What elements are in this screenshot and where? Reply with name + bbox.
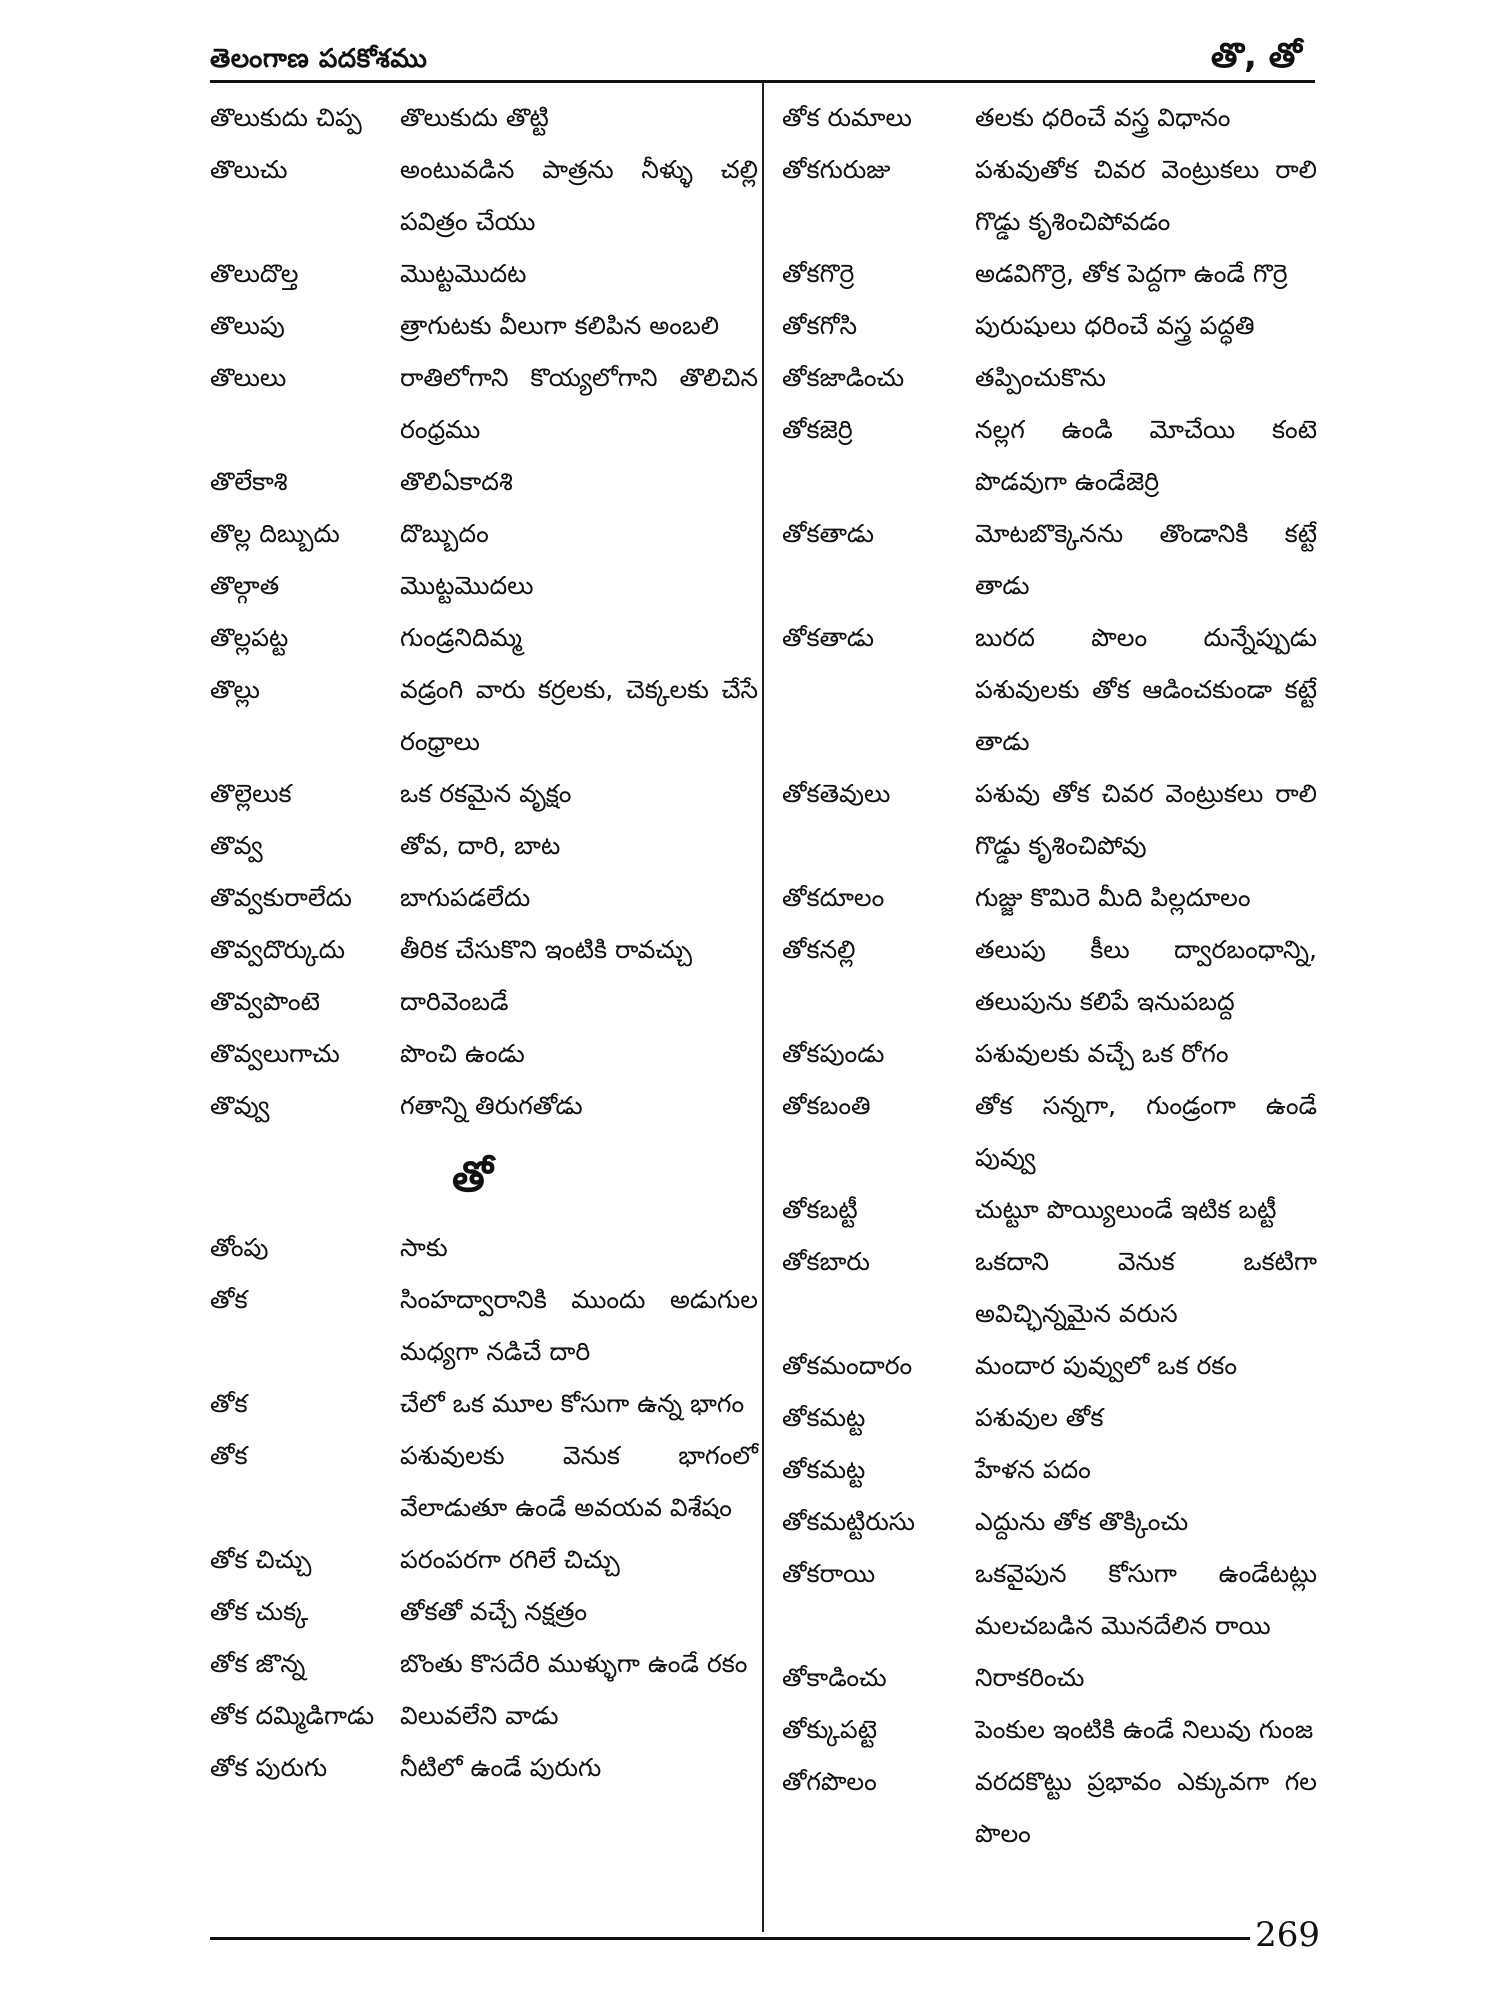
headword: తోకతెవులు [782, 779, 891, 808]
definition: ఎద్దును తోక తొక్కించు [975, 1507, 1189, 1536]
definition: పెంకుల ఇంటికి ఉండే నిలువు గుంజ [975, 1715, 1314, 1744]
headword: తోకగురుజు [782, 155, 891, 184]
dictionary-entry [782, 1080, 1317, 1184]
dictionary-entry [210, 508, 758, 560]
definition: పశువులకు వెనుక భాగంలో వేలాడుతూ ఉండే అవయవ విశేషం [400, 1441, 758, 1522]
definition: పరంపరగా రగిలే చిచ్చు [400, 1545, 620, 1574]
headword: తోక [210, 1285, 248, 1314]
headword: తొవ్వకురాలేదు [210, 883, 352, 912]
headword: తోక పురుగు [210, 1753, 328, 1782]
definition: హేళన పదం [975, 1455, 1091, 1484]
definition: తప్పించుకొను [975, 363, 1106, 392]
headword: తోకమట్ట [782, 1455, 866, 1484]
headword: తొలుపు [210, 311, 285, 340]
headword: తొవ్వలుగాచు [210, 1039, 340, 1068]
left-entries-before [210, 92, 758, 1132]
headword: తోకాడించు [782, 1663, 887, 1692]
definition: రాతిలోగాని కొయ్యలోగాని తొలిచిన రంధ్రము [400, 363, 758, 444]
headword: తోక జొన్న [210, 1649, 306, 1678]
definition: త్రాగుటకు వీలుగా కలిపిన అంబలి [400, 311, 720, 340]
page-number: 269 [1255, 1915, 1320, 1955]
definition: తొలిఏకాదశి [400, 467, 513, 496]
headword: తొవ్వు [210, 1091, 270, 1120]
dictionary-entry [210, 1080, 758, 1132]
column-divider [762, 82, 764, 1932]
dictionary-entry [782, 404, 1317, 508]
dictionary-entry [210, 1586, 758, 1638]
definition: విలువలేని వాడు [400, 1701, 559, 1730]
headword: తోకరాయి [782, 1559, 876, 1588]
definition: మొట్టమొదట [400, 259, 527, 288]
dictionary-entry [210, 1378, 758, 1430]
definition: గుజ్జు కొమిరె మీది పిల్లదూలం [975, 883, 1251, 912]
definition: సాకు [400, 1233, 448, 1262]
dictionary-entry [782, 1392, 1317, 1444]
definition: పొంచి ఉండు [400, 1039, 525, 1068]
headword: తోక్కుపట్టె [782, 1715, 878, 1744]
headword: తొవ్వపొంటె [210, 987, 320, 1016]
definition: దారివెంబడే [400, 987, 509, 1016]
dictionary-entry [782, 300, 1317, 352]
headword: తోకదూలం [782, 883, 885, 912]
headword: తోకతాడు [782, 519, 875, 548]
dictionary-entry [782, 872, 1317, 924]
headword: తోక [210, 1441, 248, 1470]
footer-rule [210, 1937, 1250, 1940]
definition: మందార పువ్వులో ఒక రకం [975, 1351, 1238, 1380]
dictionary-entry [210, 1028, 758, 1080]
definition: అంటువడిన పాత్రను నీళ్ళు చల్లి పవిత్రం చేయు [400, 155, 758, 236]
definition: అడవిగొర్రె, తోక పెద్దగా ఉండే గొర్రె [975, 259, 1288, 288]
definition: పశువు తోక చివర వెంట్రుకలు రాలి గొడ్డు కృశించిపోవు [975, 779, 1317, 860]
headword: తోకబారు [782, 1247, 870, 1276]
definition: నల్లగ ఉండి మోచేయి కంటె పొడవుగా ఉండేజెర్రి [975, 415, 1317, 496]
headword: తోంపు [210, 1233, 269, 1262]
headword: తోకతాడు [782, 623, 875, 652]
dictionary-entry [210, 1274, 758, 1378]
dictionary-entry [782, 352, 1317, 404]
dictionary-entry [782, 248, 1317, 300]
headword: తోకజెర్రి [782, 415, 853, 444]
definition: దొబ్బుదం [400, 519, 489, 548]
dictionary-entry [782, 1028, 1317, 1080]
definition: వరదకొట్టు ప్రభావం ఎక్కువగా గల పొలం [975, 1767, 1317, 1848]
dictionary-entry [782, 1236, 1317, 1340]
dictionary-entry [782, 1184, 1317, 1236]
headword: తోకబట్టీ [782, 1195, 858, 1224]
definition: తలుపు కీలు ద్వారబంధాన్ని, తలుపును కలిపే ఇనుపబద్ద [975, 935, 1317, 1016]
dictionary-entry [210, 1638, 758, 1690]
headword: తోగపొలం [782, 1767, 877, 1796]
definition: సింహద్వారానికి ముందు అడుగుల మధ్యగా నడిచే దారి [400, 1285, 758, 1366]
dictionary-entry [210, 1534, 758, 1586]
dictionary-entry [782, 92, 1317, 144]
headword: తొవ్వ [210, 831, 263, 860]
definition: తొలుకుదు తొట్టి [400, 103, 549, 132]
dictionary-entry [210, 144, 758, 248]
definition: తోక సన్నగా, గుండ్రంగా ఉండే పువ్వు [975, 1091, 1317, 1172]
definition: పశువుతోక చివర వెంట్రుకలు రాలి గొడ్డు కృశించిపోవడం [975, 155, 1317, 236]
dictionary-entry [210, 352, 758, 456]
dictionary-entry [782, 508, 1317, 612]
dictionary-entry [210, 768, 758, 820]
dictionary-entry [782, 768, 1317, 872]
dictionary-entry [210, 248, 758, 300]
definition: బురద పొలం దున్నేప్పుడు పశువులకు తోక ఆడించకుండా కట్టే తాడు [975, 623, 1317, 756]
page-letters: తొ, తో [1210, 36, 1302, 76]
dictionary-entry [782, 1340, 1317, 1392]
definition: తీరిక చేసుకొని ఇంటికి రావచ్చు [400, 935, 693, 964]
definition: తోకతో వచ్చే నక్షత్రం [400, 1597, 588, 1626]
definition: తోవ, దారి, బాట [400, 831, 561, 860]
definition: తలకు ధరించే వస్త్ర విధానం [975, 103, 1231, 132]
definition: పశువుల తోక [975, 1403, 1104, 1432]
book-title: తెలంగాణ పదకోశము [210, 44, 428, 74]
dictionary-entry [210, 92, 758, 144]
headword: తోకమట్టిరుసు [782, 1507, 916, 1536]
dictionary-entry [210, 300, 758, 352]
definition: చేలో ఒక మూల కోసుగా ఉన్న భాగం [400, 1389, 745, 1418]
left-entries-after [210, 1222, 758, 1794]
definition: నిరాకరించు [975, 1663, 1085, 1692]
left-column [210, 92, 758, 1794]
headword: తోక [210, 1389, 248, 1418]
definition: మోటబొక్కెనను తొండానికి కట్టే తాడు [975, 519, 1317, 600]
dictionary-entry [210, 1742, 758, 1794]
headword: తోక రుమాలు [782, 103, 912, 132]
dictionary-entry [210, 1690, 758, 1742]
headword: తోకనల్లి [782, 935, 856, 964]
dictionary-entry [210, 1430, 758, 1534]
definition: నీటిలో ఉండే పురుగు [400, 1753, 602, 1782]
dictionary-entry [210, 976, 758, 1028]
definition: చుట్టూ పొయ్యిలుండే ఇటిక బట్టీ [975, 1195, 1277, 1224]
dictionary-entry [782, 924, 1317, 1028]
dictionary-entry [210, 456, 758, 508]
definition: బాగుపడలేదు [400, 883, 531, 912]
definition: గుండ్రనిదిమ్మ [400, 623, 522, 652]
dictionary-entry [210, 612, 758, 664]
dictionary-entry [782, 144, 1317, 248]
right-column [782, 92, 1317, 1860]
headword: తొల్ల దిబ్బుదు [210, 519, 340, 548]
dictionary-entry [782, 1496, 1317, 1548]
headword: తోక చిచ్చు [210, 1545, 312, 1574]
definition: ఒకదాని వెనుక ఒకటిగా అవిచ్ఛిన్నమైన వరుస [975, 1247, 1317, 1328]
definition: బొంతు కొసదేరి ముళ్ళుగా ఉండే రకం [400, 1649, 748, 1678]
headword: తొల్గాత [210, 571, 280, 600]
dictionary-entry [782, 1704, 1317, 1756]
headword: తొలేకాశి [210, 467, 288, 496]
headword: తొలుచు [210, 155, 288, 184]
headword: తొల్లపట్ట [210, 623, 289, 652]
definition: వడ్రంగి వారు కర్రలకు, చెక్కలకు చేసే రంధ్రాలు [400, 675, 758, 756]
definition: పశువులకు వచ్చే ఒక రోగం [975, 1039, 1229, 1068]
dictionary-entry [782, 612, 1317, 768]
headword: తొవ్వదొర్కుదు [210, 935, 345, 964]
headword: తోకపుండు [782, 1039, 885, 1068]
dictionary-entry [210, 1222, 758, 1274]
definition: ఒక రకమైన వృక్షం [400, 779, 572, 808]
dictionary-entry [782, 1548, 1317, 1652]
dictionary-entry [210, 820, 758, 872]
headword: తొల్లెలుక [210, 779, 292, 808]
section-letter: తో [452, 1152, 493, 1201]
headword: తోకమట్ట [782, 1403, 866, 1432]
headword: తోక దమ్మిడిగాడు [210, 1701, 375, 1730]
dictionary-entry [782, 1444, 1317, 1496]
headword: తొలుకుదు చిప్ప [210, 103, 362, 132]
dictionary-entry [210, 664, 758, 768]
definition: గతాన్ని తిరుగతోడు [400, 1091, 583, 1120]
definition: పురుషులు ధరించే వస్త్ర పద్ధతి [975, 311, 1255, 340]
headword: తొలులు [210, 363, 287, 392]
dictionary-entry [210, 560, 758, 612]
definition: మొట్టమొదలు [400, 571, 534, 600]
headword: తోకగోసి [782, 311, 858, 340]
headword: తోకబంతి [782, 1091, 871, 1120]
dictionary-entry [210, 924, 758, 976]
headword: తోక చుక్క [210, 1597, 309, 1626]
dictionary-entry [782, 1652, 1317, 1704]
definition: ఒకవైపున కోసుగా ఉండేటట్లు మలచబడిన మొనదేలిన రాయి [975, 1559, 1317, 1640]
dictionary-entry [782, 1756, 1317, 1860]
headword: తొల్లు [210, 675, 260, 704]
headword: తోకమందారం [782, 1351, 913, 1380]
headword: తోకజాడించు [782, 363, 905, 392]
dictionary-entry [210, 872, 758, 924]
right-entries [782, 92, 1317, 1860]
headword: తొలుదొల్త [210, 259, 299, 288]
headword: తోకగొర్రె [782, 259, 855, 288]
